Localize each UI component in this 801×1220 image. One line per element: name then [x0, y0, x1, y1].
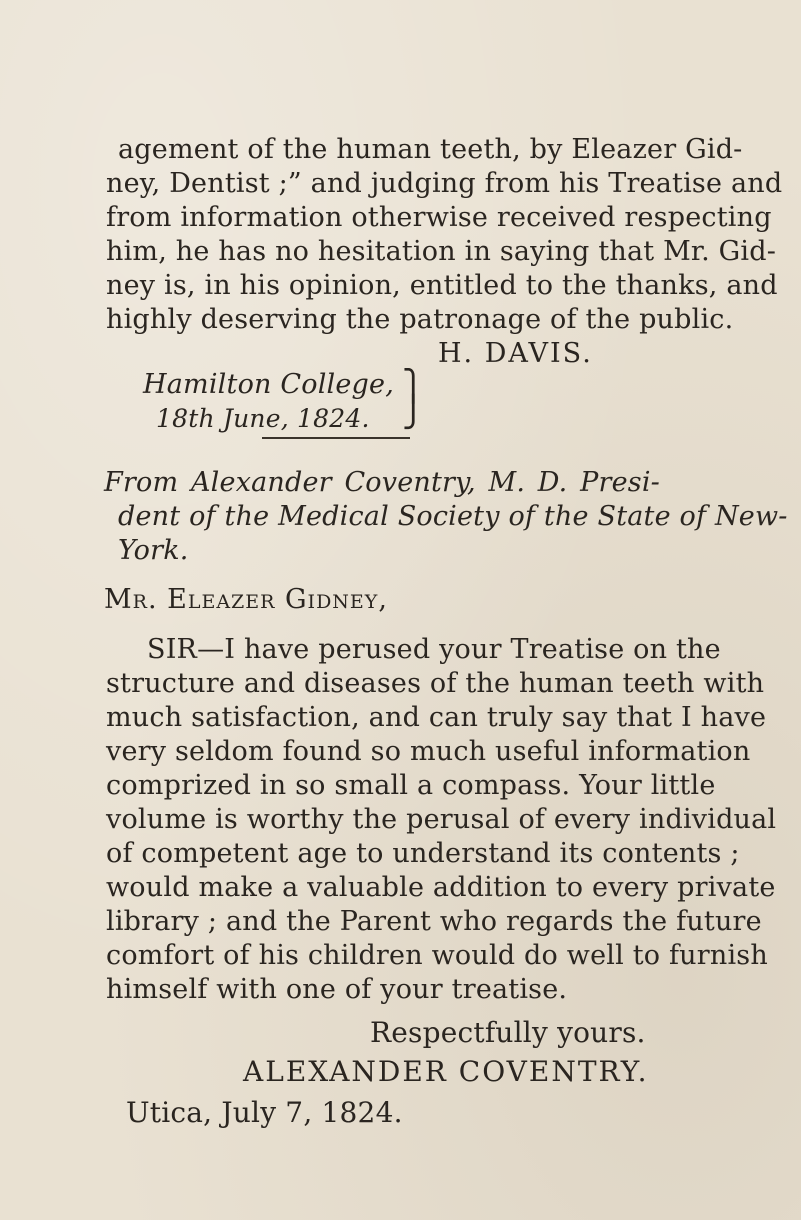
letter2-body-line-11: himself with one of your treatise. — [106, 974, 568, 1005]
letter1-line-2: ney, Dentist ;” and judging from his Treatise and — [106, 168, 783, 199]
letter2-place-date: Utica, July 7, 1824. — [126, 1096, 403, 1129]
letter2-body-line-8: would make a valuable addition to every private — [106, 872, 776, 903]
letter2-heading-line-2: dent of the Medical Society of the State of New- — [118, 501, 788, 532]
letter2-heading-line-1: From Alexander Coventry, M. D. Presi- — [104, 467, 660, 498]
letter2-body-line-9: library ; and the Parent who regards the future — [106, 906, 762, 937]
letter2-salutation: Mr. Eleazer Gidney, — [104, 584, 388, 615]
letter2-body-line-2: structure and diseases of the human teeth with — [106, 668, 765, 699]
letter1-line-3: from information otherwise received respecting — [106, 202, 772, 233]
brace-top-icon: ⎫ — [402, 369, 425, 404]
letter2-heading-line-3: York. — [118, 535, 189, 566]
letter2-body-line-3: much satisfaction, and can truly say that I have — [106, 702, 767, 733]
letter1-date: 18th June, 1824. — [156, 404, 370, 433]
letter2-body-line-10: comfort of his children would do well to furnish — [106, 940, 768, 971]
letter1-place: Hamilton College, — [143, 369, 395, 400]
letter2-signature: ALEXANDER COVENTRY. — [243, 1055, 649, 1088]
letter2-body-line-4: very seldom found so much useful information — [106, 736, 751, 767]
section-divider — [262, 437, 410, 439]
brace-bottom-icon: ⎭ — [402, 395, 425, 430]
letter1-signature: H. DAVIS. — [438, 338, 593, 369]
letter1-line-1: agement of the human teeth, by Eleazer Gid- — [118, 134, 743, 165]
letter1-line-4: him, he has no hesitation in saying that Mr. Gid- — [106, 236, 777, 267]
letter2-body-line-5: comprized in so small a compass. Your little — [106, 770, 716, 801]
letter2-body-line-6: volume is worthy the perusal of every individual — [106, 804, 777, 835]
letter2-closing: Respectfully yours. — [370, 1016, 646, 1049]
letter2-body-line-1: SIR—I have perused your Treatise on the — [147, 634, 721, 665]
letter1-line-5: ney is, in his opinion, entitled to the thanks, and — [106, 270, 778, 301]
letter2-body-line-7: of competent age to understand its contents ; — [106, 838, 740, 869]
letter1-line-6: highly deserving the patronage of the public. — [106, 304, 734, 335]
